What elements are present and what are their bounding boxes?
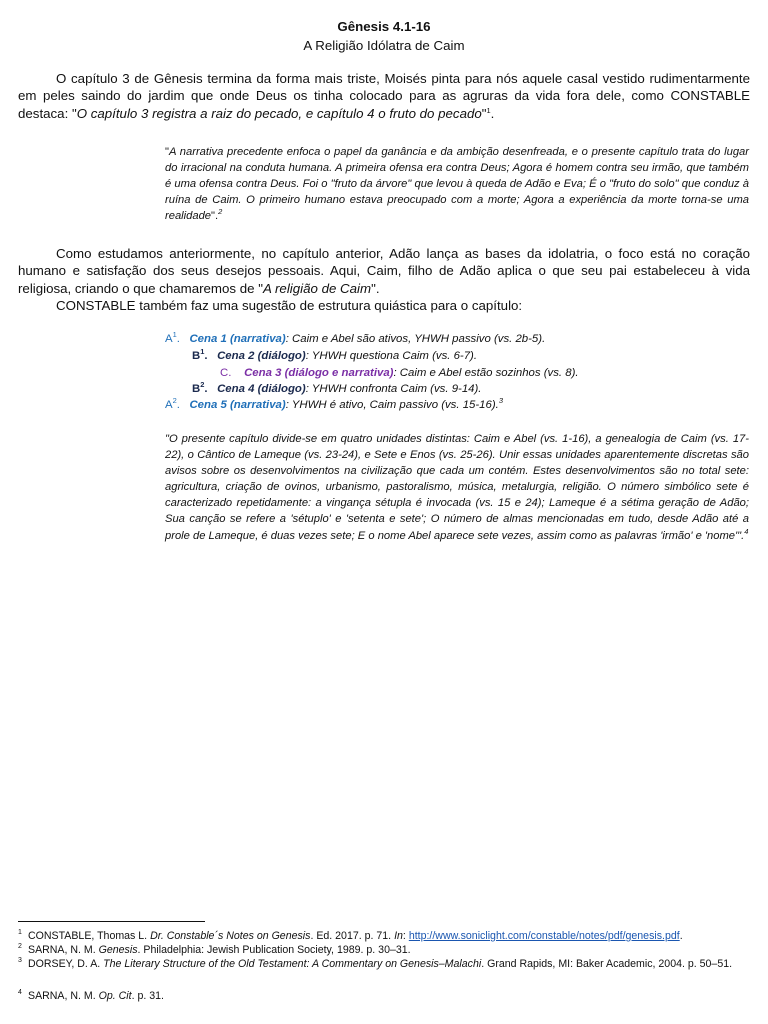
paragraph-idolatry-close: ". — [371, 280, 380, 296]
block-quote-1-close: ". — [211, 210, 219, 223]
footnote-1-number: 1 — [18, 929, 22, 936]
footnote-4-number: 4 — [18, 989, 22, 996]
block-quote-1-open: " — [165, 146, 169, 158]
outline-label-scene-4: Cena 4 (diálogo) — [217, 383, 306, 395]
outline-label-scene-3: Cena 3 (diálogo e narrativa) — [244, 367, 394, 379]
block-quote-1 — [165, 144, 749, 224]
outline-scene-4 — [192, 380, 482, 395]
footnote-2: 2 SARNA, N. M. Genesis. Philadelphia: Jewish Publication Society, 1989. p. 30–31. — [18, 944, 758, 958]
paragraph-idolatry-italic: A religião de Caim — [262, 280, 372, 296]
outline-desc-scene-1: : Caim e Abel são ativos, YHWH passivo (vs. 2b-5). — [285, 333, 546, 345]
footnote-ref-1[interactable]: 1 — [486, 105, 491, 115]
paragraph-intro-tail: . — [490, 105, 495, 121]
page-title: Gênesis 4.1-16 — [337, 19, 431, 34]
footnote-ref-2[interactable]: 2 — [218, 207, 223, 217]
outline-marker-a2: $A^2$. — [165, 396, 180, 411]
paragraph-idolatry — [18, 245, 750, 297]
page-subtitle: A Religião Idólatra de Caim — [303, 38, 465, 53]
outline-label-scene-5: Cena 5 (narrativa) — [189, 399, 286, 411]
footnote-3: 3 DORSEY, D. A. The Literary Structure of the Old Testament: A Commentary on Genesis–Malachi. Grand Rapids, MI: Baker Academic, 2004. p. 50–51. — [18, 958, 740, 972]
outline-label-scene-2: Cena 2 (diálogo) — [217, 350, 306, 362]
block-quote-2-text: "O presente capítulo divide-se em quatro unidades distintas: Caim e Abel (vs. 1-16), a genealogia de Caim (vs. 17-22), o Cântico de Lameque (vs. 23-24), e Sete e Enos (vs. 25-26). Unir essas unidades aparentemente discretas são avisos sobre os desenvolvimentos na civilização que cada um contém. Estes desenvolvimentos são no total sete: agricultura, criação de ovinos, urbanismo, pastoralismo, música, metalurgia, religião. O número simbólico sete é caracterizado repetidamente: a vingança sétupla é invocada (vs. 15 e 24); Lameque é a sétima geração de Adão; Sua canção se refere a 'sétuplo' e 'setenta e sete'; O número de almas mencionadas em tudo, desde Adão até a prole de Lameque, é duas vezes sete; E o nome Abel aparece sete vezes, assim como as palavras 'irmão' e 'nome'". — [165, 433, 749, 542]
outline-marker-b1: $B^1$. — [192, 347, 208, 362]
footnote-1-link[interactable]: http://www.soniclight.com/constable/notes/pdf/genesis.pdf — [408, 930, 680, 942]
footnote-4: 4 SARNA, N. M. Op. Cit. p. 31. — [18, 990, 758, 1004]
outline-desc-scene-4: : YHWH confronta Caim (vs. 9-14). — [305, 383, 482, 395]
footnote-1: 1 CONSTABLE, Thomas L. Dr. Constable´s Notes on Genesis. Ed. 2017. p. 71. In: http://www.soniclight.com/constable/notes/pdf/genesis.pdf. — [18, 930, 758, 944]
block-quote-2 — [165, 431, 749, 544]
footnote-ref-4[interactable]: 4 — [744, 526, 749, 536]
footnote-ref-3[interactable]: 3 — [498, 396, 503, 405]
outline-marker-c: C. — [220, 367, 232, 379]
outline-scene-3 — [220, 367, 579, 379]
outline-marker-a1: $A^1$. — [165, 330, 180, 345]
footnote-3-number: 3 — [18, 957, 22, 964]
paragraph-intro-quote: O capítulo 3 registra a raiz do pecado, e capítulo 4 o fruto do pecado — [76, 105, 482, 121]
outline-marker-b2: $B^2$. — [192, 380, 208, 395]
paragraph-intro — [18, 70, 750, 122]
block-quote-1-text: A narrativa precedente enfoca o papel da ganância e da ambição desenfreada, e o presente capítulo trata do lugar do irracional na conduta humana. A primeira ofensa era contra Deus; Agora é homem contra seu irmão, que também é uma ofensa contra Deus. Foi o "fruto da árvore" que levou à queda de Adão e Eva; É o "fruto do solo" que conduz à ruína de Caim. O primeiro humano estava preocupado com a morte; Agora a experiência da morte torna-se uma realidade — [165, 146, 749, 223]
outline-scene-5 — [165, 396, 503, 411]
footnote-2-number: 2 — [18, 943, 22, 950]
outline-scene-2 — [192, 347, 478, 362]
paragraph-intro-close: " — [481, 105, 487, 121]
outline-desc-scene-3: : Caim e Abel estão sozinhos (vs. 8). — [393, 367, 579, 379]
outline-desc-scene-2: : YHWH questiona Caim (vs. 6-7). — [305, 350, 478, 362]
paragraph-idolatry-text: Como estudamos anteriormente, no capítulo anterior, Adão lança as bases da idolatria, o foco está no coração humano e satisfação dos seus desejos pessoais. Aqui, Caim, filho de Adão aplica o que seu pai estabeleceu à vida religiosa, criando o que chamaremos de " — [18, 246, 750, 296]
footnote-separator — [18, 921, 205, 922]
paragraph-structure: CONSTABLE também faz uma sugestão de estrutura quiástica para o capítulo: — [56, 298, 523, 313]
outline-label-scene-1: Cena 1 (narrativa) — [189, 333, 286, 345]
paragraph-intro-text: O capítulo 3 de Gênesis termina da forma mais triste, Moisés pinta para nós aquele casal vestido rudimentarmente em peles saindo do jardim que onde Deus os tinha colocado para as agruras da vida fora dele, como CONSTABLE destaca: " — [18, 71, 750, 121]
outline-scene-1 — [165, 330, 546, 345]
outline-desc-scene-5: : YHWH é ativo, Caim passivo (vs. 15-16). — [285, 399, 499, 411]
